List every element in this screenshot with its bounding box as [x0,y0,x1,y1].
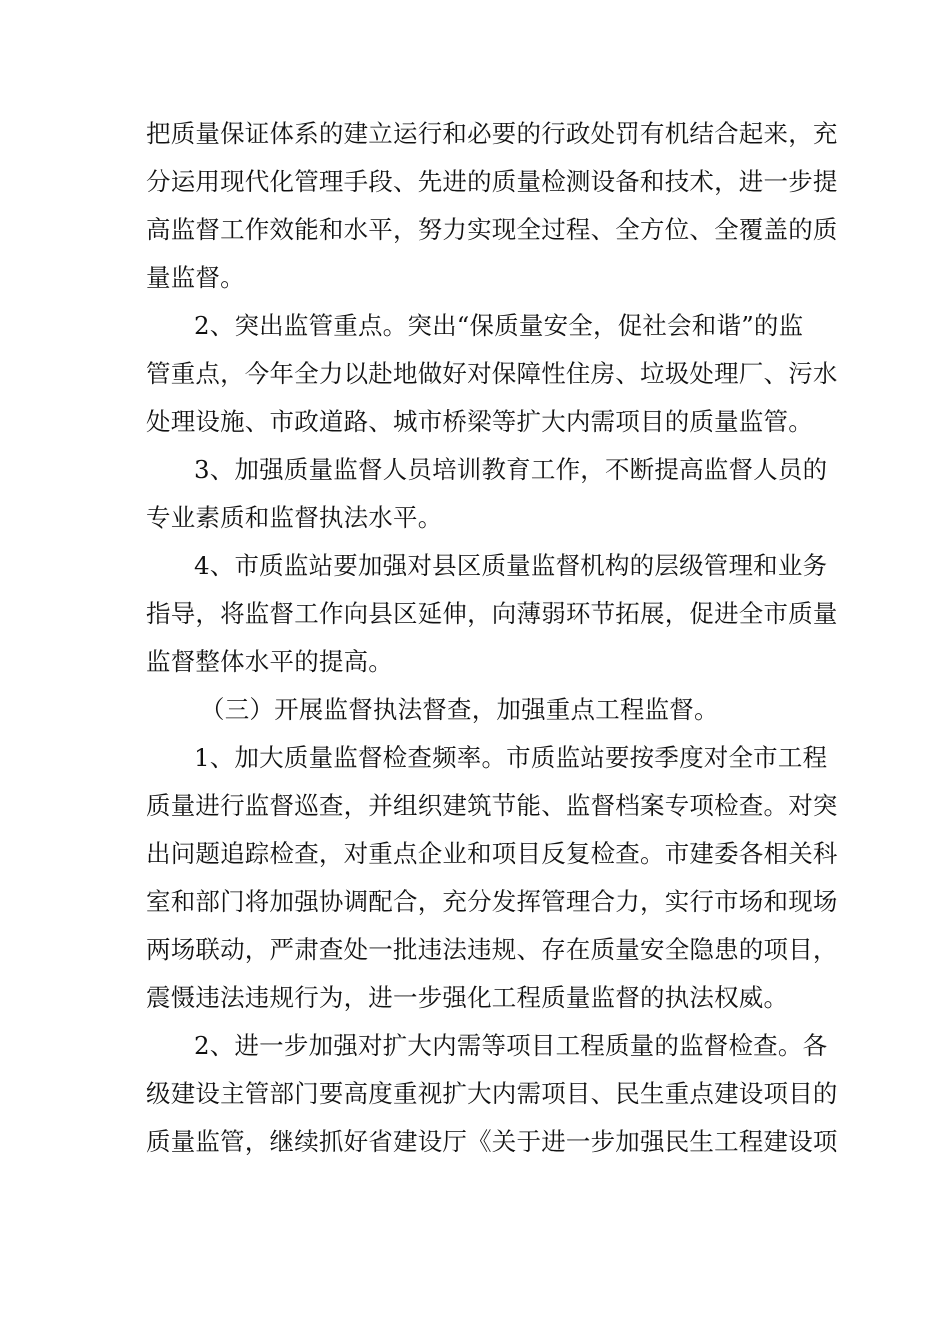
paragraph-start-line: 4、市质监站要加强对县区质量监督机构的层级管理和业务 [194,551,828,580]
text-line: 级建设主管部门要高度重视扩大内需项目、民生重点建设项目的 [146,1079,838,1108]
text-line: 质量进行监督巡查，并组织建筑节能、监督档案专项检查。对突 [146,791,838,820]
text-line: 专业素质和监督执法水平。 [146,503,443,532]
section-heading: （三）开展监督执法督查，加强重点工程监督。 [200,695,719,724]
text-line: 监督整体水平的提高。 [146,647,393,676]
paragraph-start-line: 3、加强质量监督人员培训教育工作，不断提高监督人员的 [194,455,828,484]
paragraph-start-line: 2、突出监管重点。突出“保质量安全，促社会和谐”的监 [194,311,804,340]
document-body [146,110,838,1166]
text-line: 分运用现代化管理手段、先进的质量检测设备和技术，进一步提 [146,167,838,196]
text-line: 出问题追踪检查，对重点企业和项目反复检查。市建委各相关科 [146,839,838,868]
text-line: 高监督工作效能和水平，努力实现全过程、全方位、全覆盖的质 [146,215,838,244]
text-line: 把质量保证体系的建立运行和必要的行政处罚有机结合起来，充 [146,119,838,148]
text-line: 质量监管，继续抓好省建设厅《关于进一步加强民生工程建设项 [146,1127,838,1156]
text-line: 处理设施、市政道路、城市桥梁等扩大内需项目的质量监管。 [146,407,813,436]
text-line: 量监督。 [146,263,245,292]
text-line: 震慑违法违规行为，进一步强化工程质量监督的执法权威。 [146,983,789,1012]
text-line: 室和部门将加强协调配合，充分发挥管理合力，实行市场和现场 [146,887,838,916]
paragraph-start-line: 1、加大质量监督检查频率。市质监站要按季度对全市工程 [194,743,828,772]
text-line: 两场联动，严肃查处一批违法违规、存在质量安全隐患的项目， [146,935,838,964]
text-line: 管重点，今年全力以赴地做好对保障性住房、垃圾处理厂、污水 [146,359,838,388]
text-line: 指导，将监督工作向县区延伸，向薄弱环节拓展，促进全市质量 [146,599,838,628]
paragraph-start-line: 2、进一步加强对扩大内需等项目工程质量的监督检查。各 [194,1031,828,1060]
